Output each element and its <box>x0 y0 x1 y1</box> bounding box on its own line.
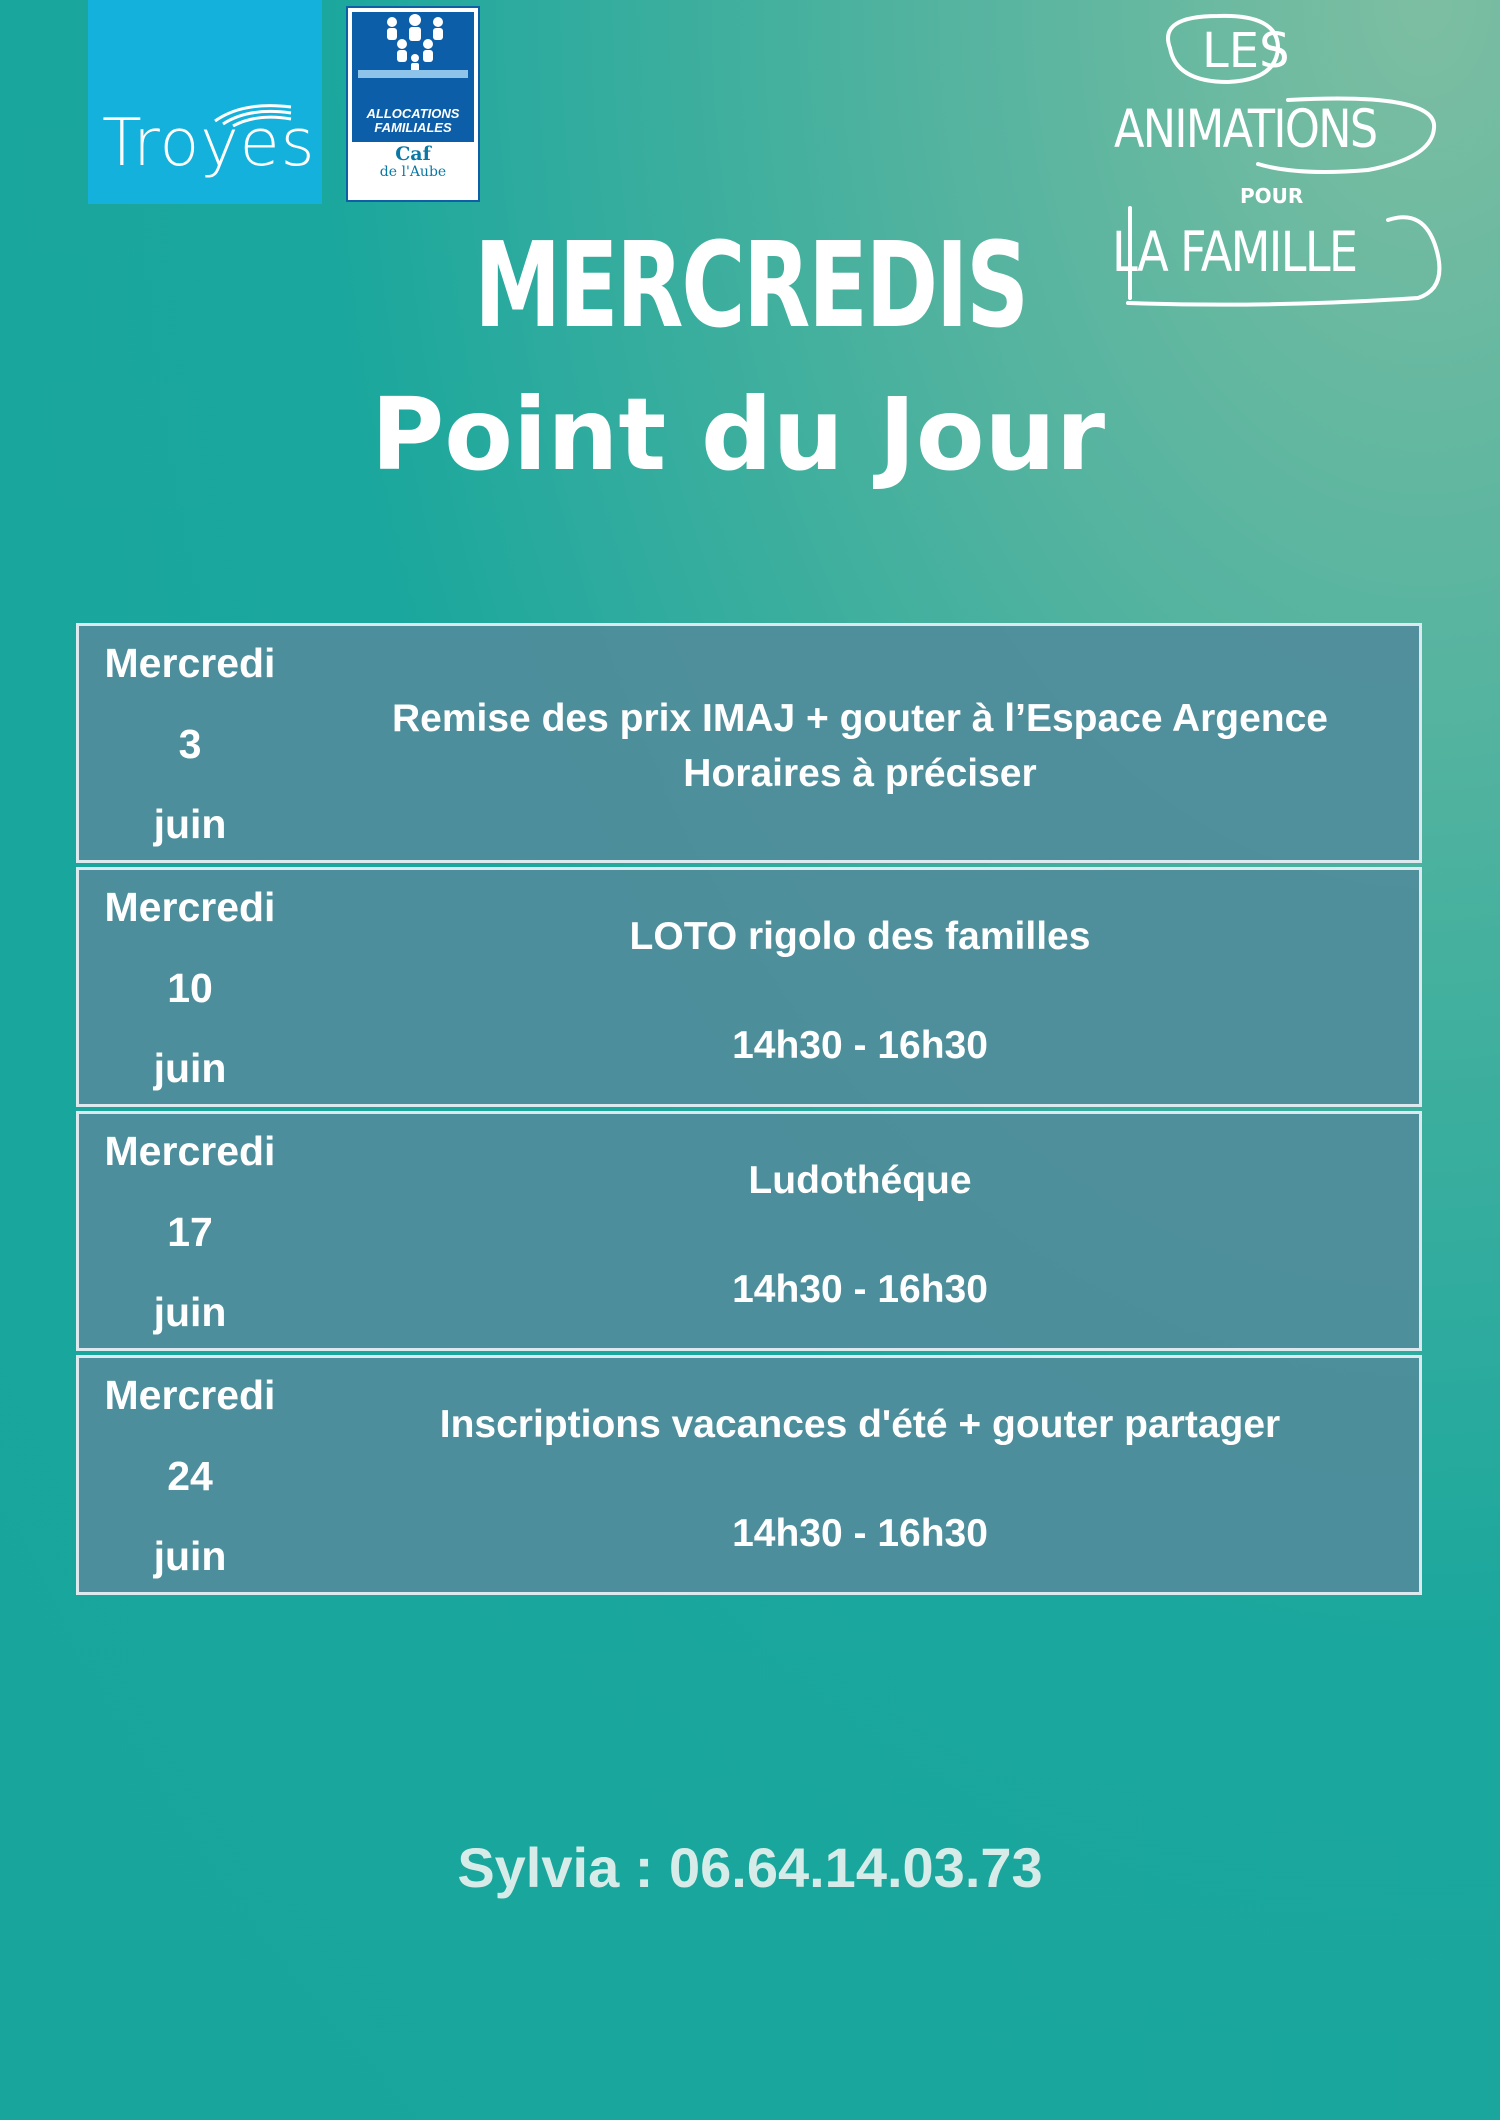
event-title: Ludothéque <box>748 1159 972 1202</box>
date-weekday: Mercredi <box>104 1372 276 1418</box>
date-day: 17 <box>167 1209 213 1255</box>
contact-phone: Sylvia : 06.64.14.03.73 <box>457 1836 1043 1899</box>
caf-logo-text <box>352 107 474 135</box>
event-time: 14h30 - 16h30 <box>732 1512 988 1555</box>
schedule-row <box>76 1355 1422 1595</box>
date-day: 10 <box>167 965 213 1011</box>
page-title: MERCREDIS <box>474 216 1027 354</box>
event-title: LOTO rigolo des familles <box>629 915 1091 958</box>
date-weekday: Mercredi <box>104 884 276 930</box>
caf-logo <box>346 6 480 202</box>
date-month: juin <box>153 1289 227 1335</box>
schedule-event <box>301 870 1419 1104</box>
date-weekday: Mercredi <box>104 640 276 686</box>
lapf-pour: POUR <box>1240 184 1304 208</box>
schedule-date <box>79 626 301 860</box>
schedule-date <box>79 1358 301 1592</box>
caf-logo-footer <box>348 144 478 180</box>
lapf-animations: ANIMATIONS <box>1114 99 1377 160</box>
date-month: juin <box>153 1045 227 1091</box>
troyes-wordmark: Troyes <box>102 106 316 181</box>
date-month: juin <box>153 1533 227 1579</box>
caf-line-2: FAMILIALES <box>374 120 452 135</box>
event-time: 14h30 - 16h30 <box>732 1024 988 1067</box>
caf-logo-banner <box>352 12 474 142</box>
event-time: Horaires à préciser <box>683 752 1037 795</box>
schedule-date <box>79 870 301 1104</box>
schedule-table <box>76 623 1422 1595</box>
caf-line-1: ALLOCATIONS <box>366 106 460 121</box>
event-title: Remise des prix IMAJ + gouter à l’Espace Argence <box>392 697 1328 740</box>
schedule-row <box>76 623 1422 863</box>
date-day: 3 <box>178 721 202 767</box>
lapf-la-famille: LA FAMILLE <box>1112 220 1357 284</box>
caf-families-icon <box>352 12 478 72</box>
caf-stripe <box>358 70 468 78</box>
caf-region: de l'Aube <box>379 164 447 180</box>
date-month: juin <box>153 801 227 847</box>
page-subtitle: Point du Jour <box>370 376 1106 493</box>
schedule-row <box>76 867 1422 1107</box>
event-time: 14h30 - 16h30 <box>732 1268 988 1311</box>
schedule-date <box>79 1114 301 1348</box>
date-day: 24 <box>167 1453 213 1499</box>
event-title: Inscriptions vacances d'été + gouter partager <box>439 1403 1281 1446</box>
schedule-event <box>301 626 1419 860</box>
date-weekday: Mercredi <box>104 1128 276 1174</box>
schedule-event <box>301 1358 1419 1592</box>
schedule-event <box>301 1114 1419 1348</box>
caf-name: Caf <box>395 143 431 165</box>
lapf-les: LES <box>1202 23 1290 79</box>
troyes-logo <box>88 0 322 204</box>
schedule-row <box>76 1111 1422 1351</box>
